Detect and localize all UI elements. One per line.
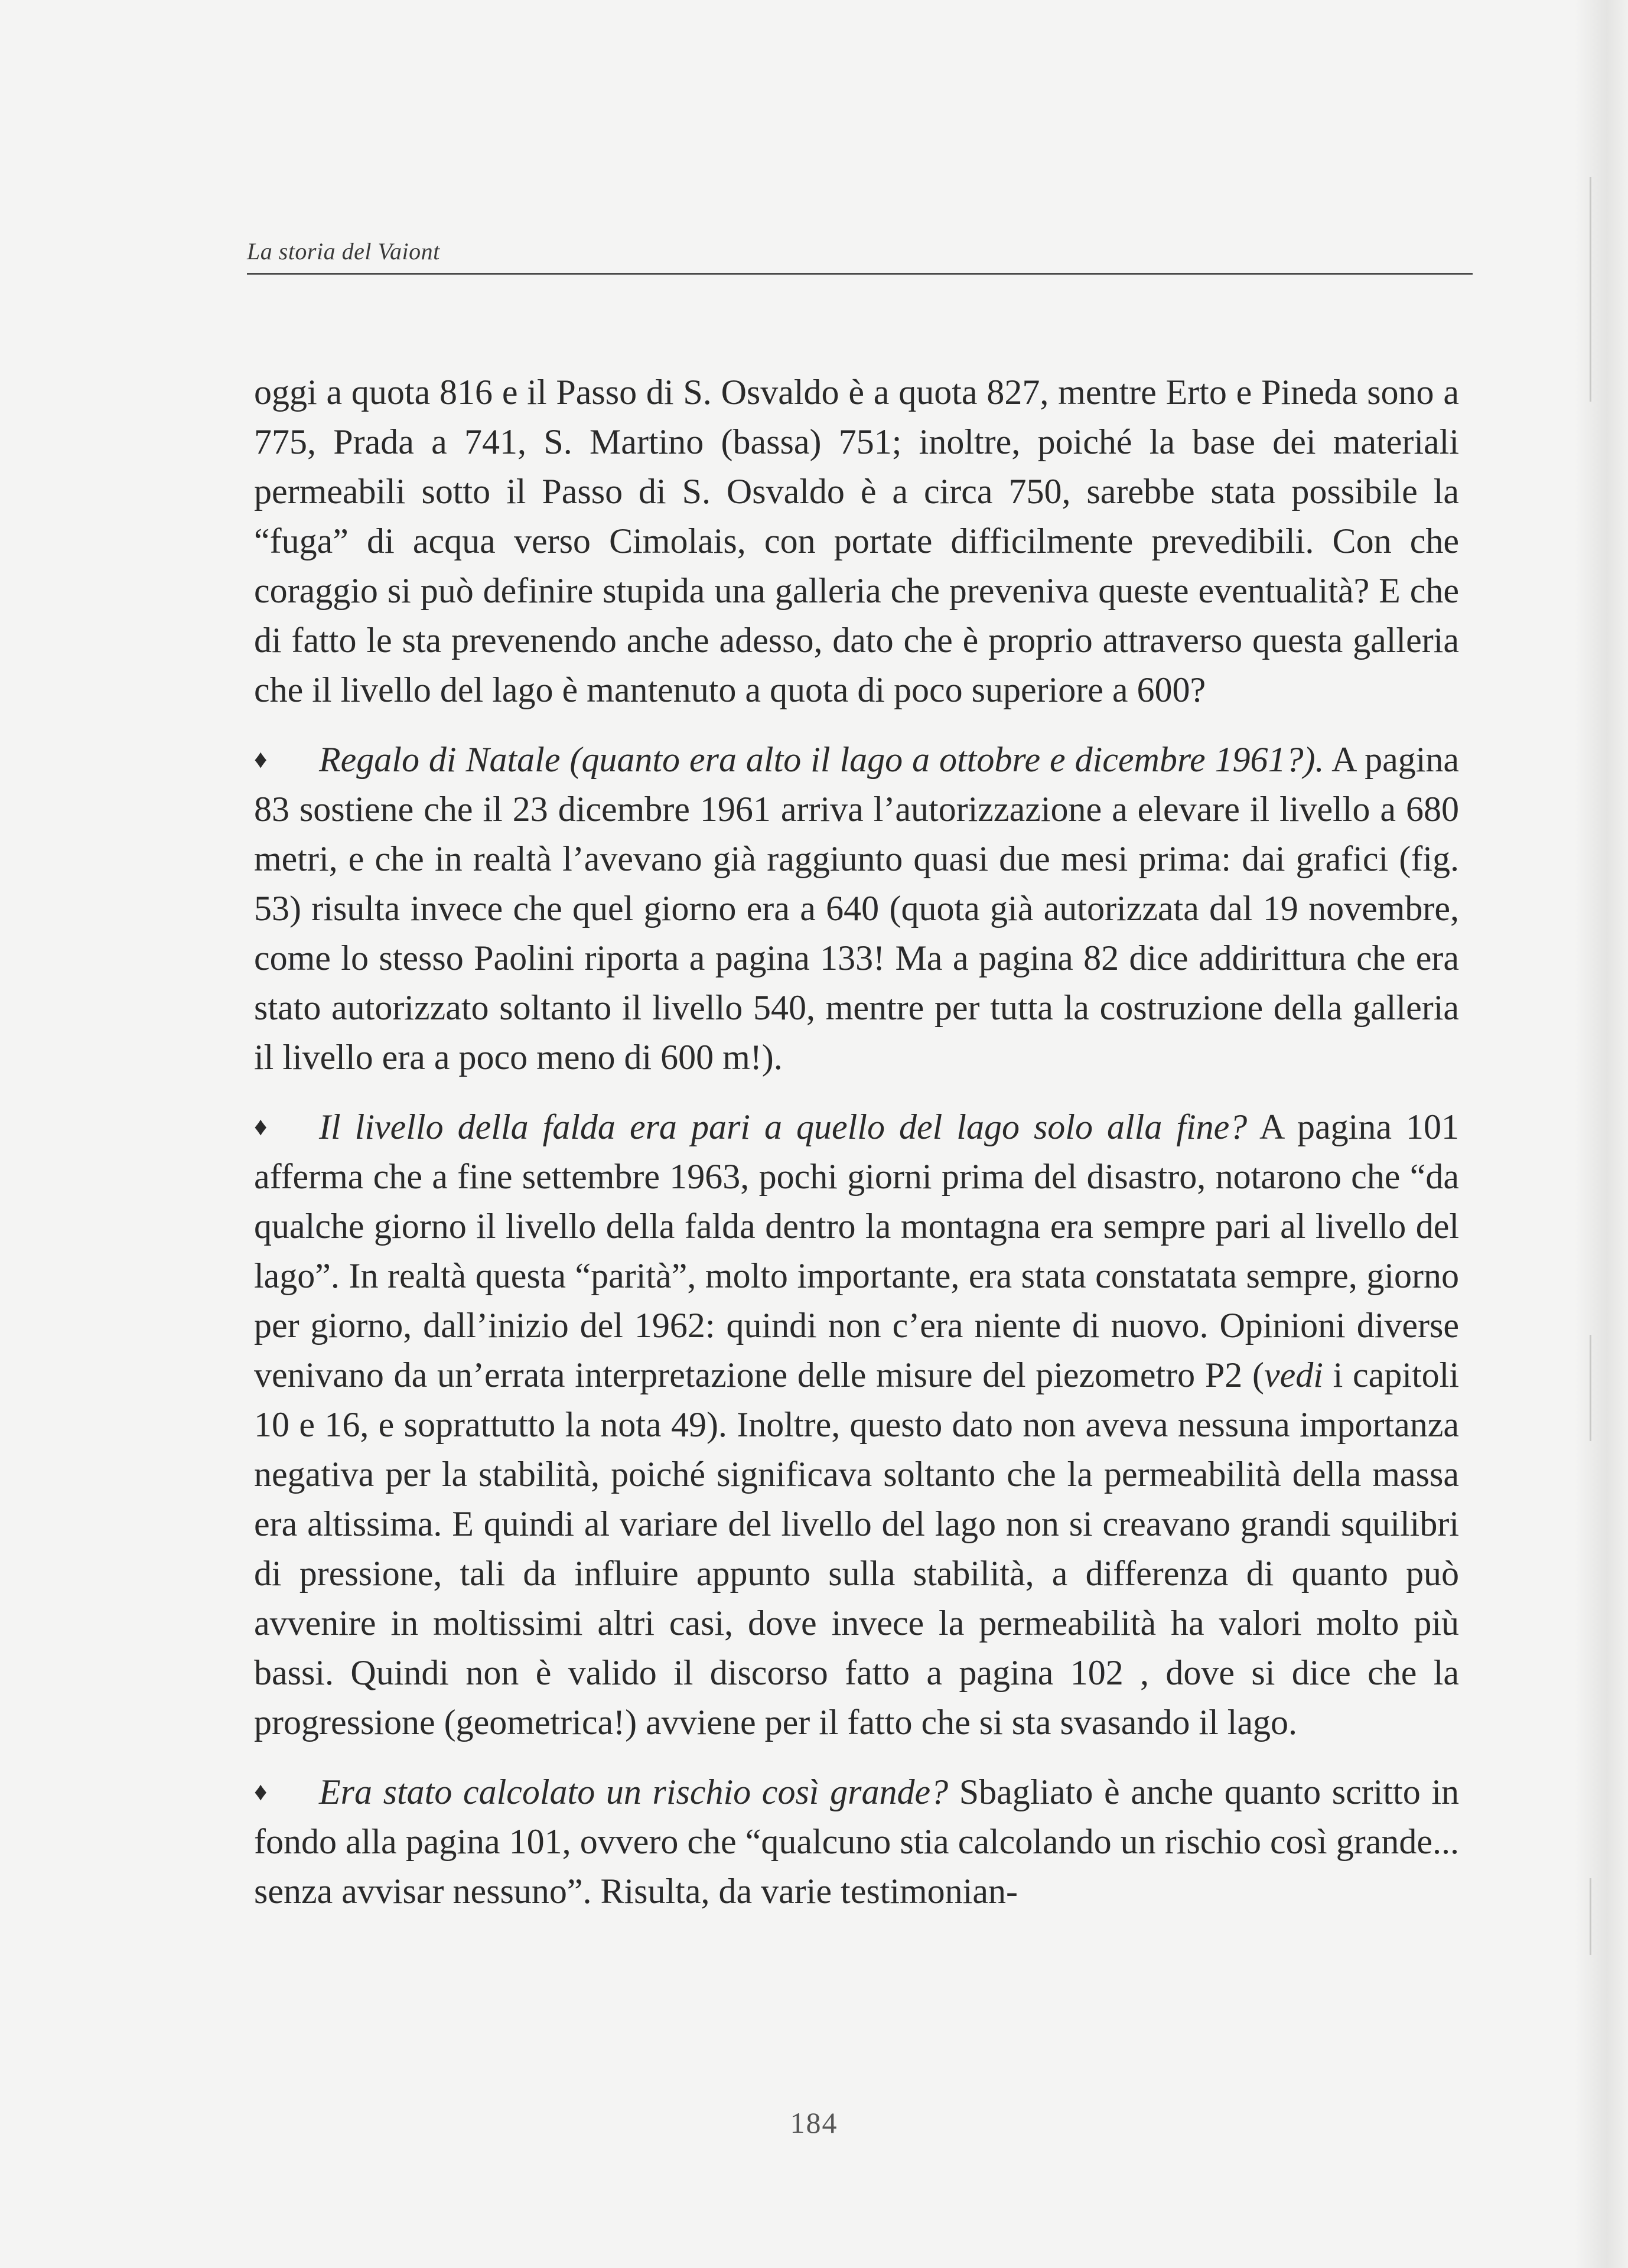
diamond-bullet-icon: ♦ bbox=[254, 745, 268, 774]
item-lead: Regalo di Natale (quanto era alto il lago a ottobre e dicembre 1961?). bbox=[319, 740, 1324, 779]
list-item bbox=[254, 1767, 1459, 1916]
item-text: A pagina 83 sostiene che il 23 dicembre 1961 arriva l’autorizzazione a elevare il livello a 680 metri, e che in realtà l’avevano già raggiunto quasi due mesi prima: dai grafici (fig. 53) risulta invece che quel giorno era a 640 (quota già autorizzata dal 19 novembre, come lo stesso Paolini riporta a pagina 133! Ma a pagina 82 dice addirittura che era stato autorizzato soltanto il livello 540, mentre per tutta la costruzione della galleria il livello era a poco meno di 600 m!). bbox=[254, 740, 1460, 1077]
page-edge-mark bbox=[1590, 1335, 1591, 1441]
item-text: A pagina 101 afferma che a fine settembre 1963, pochi giorni prima del disastro, notarono che “da qualche giorno il livello della falda dentro la montagna era sempre pari al livello del lago”. In realtà questa “parità”, molto importante, era stata constatata sempre, giorno per giorno, dall’inizio del 1962: quindi non c’era niente di nuovo. Opinioni diverse venivano da un’errata interpretazione delle misure del piezometro P2 ( bbox=[254, 1107, 1459, 1394]
page-edge-mark bbox=[1590, 1878, 1591, 1955]
list-item bbox=[254, 1102, 1459, 1747]
list-item bbox=[254, 735, 1459, 1082]
page-edge-mark bbox=[1590, 177, 1591, 402]
item-text-continued: i capitoli 10 e 16, e soprattutto la nota 49). Inoltre, questo dato non aveva nessuna importanza negativa per la stabilità, poiché significava soltanto che la permeabilità della massa era altissima. E quindi al variare del livello del lago non si creavano grandi squilibri di pressione, tali da influire appunto sulla stabilità, a differenza di quanto può avvenire in moltissimi altri casi, dove invece la permeabilità ha valori molto più bassi. Quindi non è valido il discorso fatto a pagina 102 , dove si dice che la progressione (geometrica!) avviene per il fatto che si sta svasando il lago. bbox=[254, 1355, 1459, 1742]
running-title: La storia del Vaiont bbox=[247, 238, 440, 265]
page-edge-shadow bbox=[1575, 0, 1628, 2268]
item-emphasis: vedi bbox=[1264, 1355, 1323, 1394]
main-text bbox=[254, 367, 1459, 1936]
header-rule bbox=[247, 273, 1473, 275]
diamond-bullet-icon: ♦ bbox=[254, 1112, 268, 1141]
item-lead: Il livello della falda era pari a quello del lago solo alla fine? bbox=[319, 1107, 1248, 1146]
diamond-bullet-icon: ♦ bbox=[254, 1777, 268, 1806]
item-lead: Era stato calcolato un rischio così grande? bbox=[319, 1772, 949, 1811]
intro-paragraph: oggi a quota 816 e il Passo di S. Osvaldo è a quota 827, mentre Erto e Pineda sono a 775, Prada a 741, S. Martino (bassa) 751; inoltre, poiché la base dei materiali permeabili sotto il Passo di S. Osvaldo è a circa 750, sarebbe stata possibile la “fuga” di acqua verso Cimolais, con portate difficilmente prevedibili. Con che coraggio si può definire stupida una galleria che preveniva queste eventualità? E che di fatto le sta prevenendo anche adesso, dato che è proprio attraverso questa galleria che il livello del lago è mantenuto a quota di poco superiore a 600? bbox=[254, 373, 1459, 709]
item-text: Sbagliato è anche quanto scritto in fondo alla pagina 101, ovvero che “qualcuno stia calcolando un rischio così grande... senza avvisar nessuno”. Risulta, da varie testimonian- bbox=[254, 1772, 1459, 1911]
page-number: 184 bbox=[790, 2106, 838, 2139]
